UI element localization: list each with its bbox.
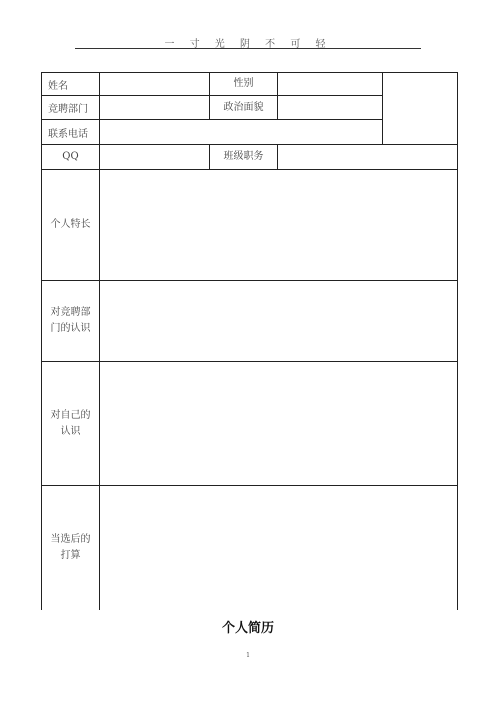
class-role-field[interactable] (277, 145, 458, 170)
gender-field[interactable] (277, 72, 382, 96)
plan-label: 当选后的 打算 (41, 486, 99, 610)
page-header: 一 寸 光 阴 不 可 轻 (164, 39, 332, 50)
name-field[interactable] (99, 72, 209, 96)
specialty-field[interactable] (99, 170, 458, 281)
class-role-label: 班级职务 (209, 145, 277, 170)
specialty-label: 个人特长 (41, 170, 99, 281)
political-field[interactable] (277, 96, 382, 120)
dept-field[interactable] (99, 96, 209, 120)
qq-field[interactable] (99, 145, 209, 170)
photo-cell[interactable] (382, 72, 458, 145)
header-rule (75, 48, 421, 49)
phone-label: 联系电话 (41, 120, 99, 145)
political-label: 政治面貌 (209, 96, 277, 120)
qq-label: QQ (41, 145, 99, 170)
dept-label: 竞聘部门 (41, 96, 99, 120)
name-label: 姓名 (41, 72, 99, 96)
plan-field[interactable] (99, 486, 458, 610)
self-understanding-field[interactable] (99, 362, 458, 486)
dept-understanding-label: 对竞聘部 门的认识 (41, 281, 99, 362)
resume-title: 个人简历 (221, 621, 274, 636)
gender-label: 性别 (209, 72, 277, 96)
self-understanding-label: 对自己的 认识 (41, 362, 99, 486)
dept-understanding-field[interactable] (99, 281, 458, 362)
phone-field[interactable] (99, 120, 382, 145)
page-number: 1 (246, 652, 250, 659)
